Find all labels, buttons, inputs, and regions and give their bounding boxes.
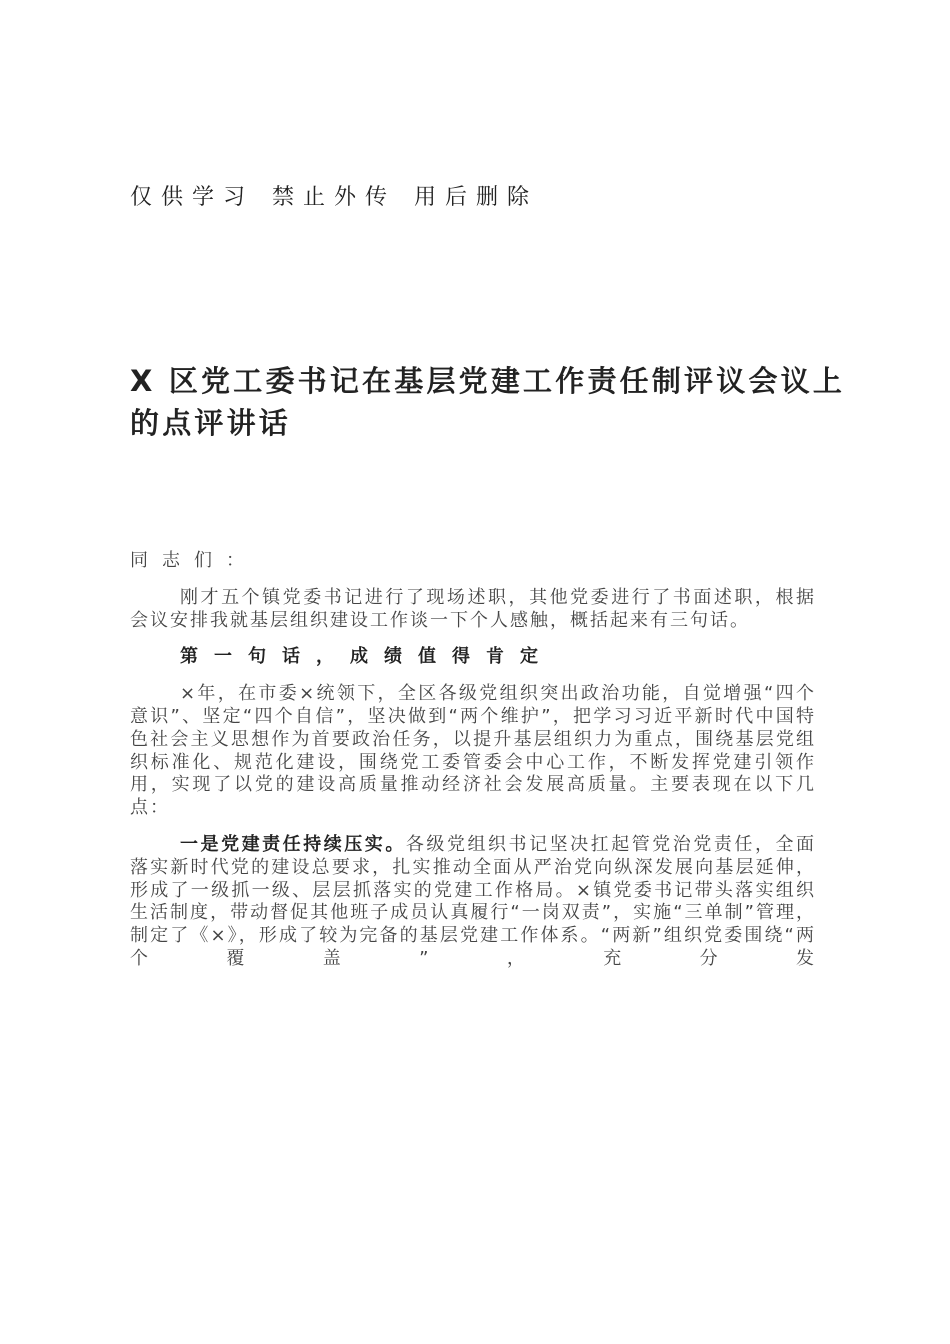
notice-delete-after-use: 用后删除 [414, 185, 539, 210]
section-heading-1: 第一句话，成绩值得肯定 [180, 646, 554, 668]
usage-notice [130, 180, 556, 211]
intro-paragraph: 刚才五个镇党委书记进行了现场述职，其他党委进行了书面述职，根据会议安排我就基层组织建设工作谈一下个人感触，概括起来有三句话。 [130, 586, 816, 631]
notice-no-distribution: 禁止外传 [272, 185, 397, 210]
section1-paragraph: ×年，在市委×统领下，全区各级党组织突出政治功能，自觉增强“四个意识”、坚定“四个自信”，坚决做到“两个维护”，把学习习近平新时代中国特色社会主义思想作为首要政治任务，以提升基层组织力为重点，围绕基层党组织标准化、规范化建设，围绕党工委管委会中心工作，不断发挥党建引领作用，实现了以党的建设高质量推动经济社会发展高质量。主要表现在以下几点： [130, 683, 816, 819]
point1-lead: 一是党建责任持续压实。 [180, 833, 406, 855]
document-title: X 区党工委书记在基层党建工作责任制评议会议上的点评讲话 [130, 364, 846, 440]
document-body [130, 550, 816, 985]
point1-paragraph [130, 834, 816, 971]
salutation: 同志们： [130, 550, 258, 571]
notice-study-only: 仅供学习 [130, 185, 255, 210]
point1-body: 各级党组织书记坚决扛起管党治党责任，全面落实新时代党的建设总要求，扎实推动全面从严治党向纵深发展向基层延伸，形成了一级抓一级、层层抓落实的党建工作格局。×镇党委书记带头落实组织生活制度，带动督促其他班子成员认真履行“一岗双责”，实施“三单制”管理，制定了《×》，形成了较为完备的基层党建工作体系。“两新”组织党委围绕“两个覆盖”，充分发 [130, 833, 817, 969]
